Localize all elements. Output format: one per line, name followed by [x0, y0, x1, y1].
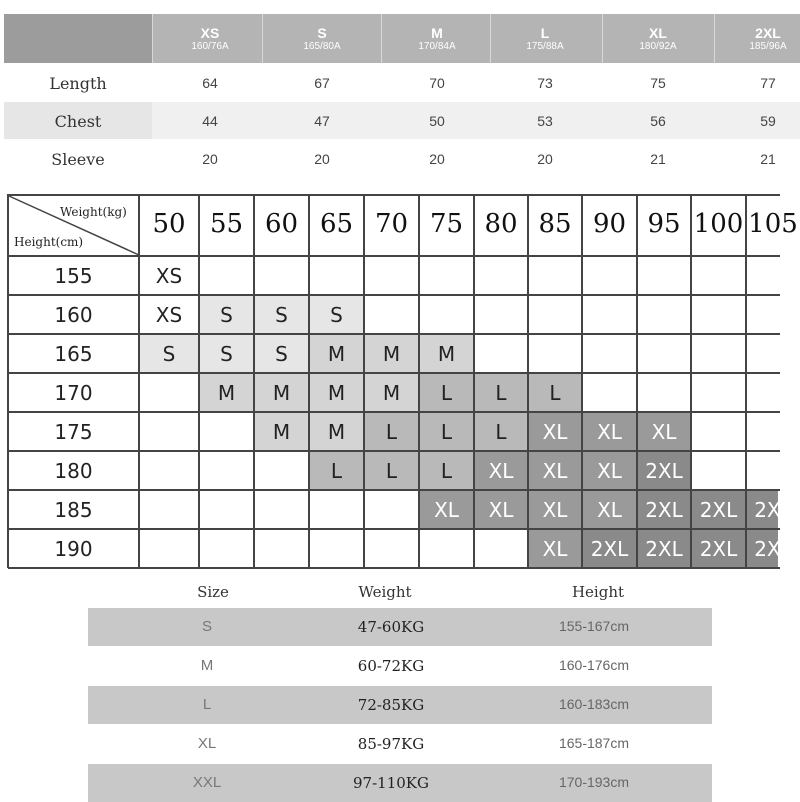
height-label: 170	[54, 381, 93, 405]
corner-height-label: Height(cm)	[14, 235, 84, 249]
grid-cell-size: M	[382, 381, 401, 405]
grid-line	[745, 194, 747, 568]
height-label: 180	[54, 459, 93, 483]
size-column-header	[718, 14, 800, 63]
grid-line	[527, 194, 529, 568]
reference-weight: 85-97KG	[357, 735, 425, 753]
measurement-value: 67	[314, 75, 330, 91]
reference-height: 160-183cm	[558, 696, 630, 712]
grid-line	[253, 194, 255, 568]
grid-cell-size: M	[217, 381, 236, 405]
grid-cell-size: 2XL	[754, 498, 792, 522]
size-label: L	[540, 25, 550, 41]
size-column-header	[608, 14, 708, 63]
grid-cell-size: XL	[542, 459, 568, 483]
grid-cell-size: S	[275, 342, 288, 366]
height-label: 160	[54, 303, 93, 327]
reference-size: L	[202, 696, 212, 713]
reference-weight: 97-110KG	[353, 774, 429, 792]
size-code: 165/80A	[303, 41, 341, 52]
grid-cell-size: XL	[597, 420, 622, 444]
header-height: Height	[571, 583, 625, 601]
grid-cell-size: XL	[542, 420, 568, 444]
size-code: 170/84A	[418, 41, 456, 52]
size-label: M	[431, 25, 443, 41]
grid-cell-size: XL	[488, 459, 514, 483]
grid-cell-size: S	[220, 342, 233, 366]
reference-height: 170-193cm	[558, 774, 630, 790]
grid-cell-size: 2XL	[699, 498, 738, 522]
size-code: 185/96A	[749, 41, 787, 52]
measurement-table	[0, 0, 800, 180]
header-size: Size	[197, 583, 229, 601]
weight-header: 90	[592, 209, 627, 239]
size-column-separator	[262, 14, 263, 63]
grid-cell-size: 2XL	[645, 537, 683, 561]
grid-cell-size: L	[440, 420, 453, 444]
grid-line	[198, 194, 200, 568]
row-label-sleeve: Sleeve	[51, 150, 105, 169]
grid-cell-size: XL	[651, 420, 677, 444]
grid-line	[473, 194, 475, 568]
measurement-value: 20	[314, 151, 330, 167]
grid-line	[8, 333, 780, 335]
weight-header: 60	[264, 209, 299, 239]
reference-size: M	[200, 657, 214, 674]
grid-cell-size: XL	[597, 459, 622, 483]
size-code: 180/92A	[639, 41, 677, 52]
grid-cell-size: S	[162, 342, 176, 366]
grid-cell-size: XS	[155, 303, 183, 327]
height-label: 155	[54, 264, 93, 288]
height-label: 185	[54, 498, 93, 522]
measurement-value: 20	[537, 151, 553, 167]
grid-cell-size: L	[440, 459, 453, 483]
grid-cell-size: L	[385, 420, 398, 444]
reference-weight: 60-72KG	[357, 657, 425, 675]
grid-cell-size: L	[549, 381, 561, 405]
corner-weight-label: Weight(kg)	[60, 205, 127, 219]
size-label: S	[317, 25, 327, 41]
grid-line	[8, 294, 780, 296]
grid-line	[8, 528, 780, 530]
grid-line	[8, 411, 780, 413]
measurement-value: 59	[760, 113, 776, 129]
size-column-separator	[714, 14, 715, 63]
size-label: XL	[649, 25, 667, 41]
grid-cell-size: XL	[488, 498, 514, 522]
size-column-separator	[490, 14, 491, 63]
grid-line	[8, 372, 780, 374]
grid-cell-size: M	[382, 342, 401, 366]
grid-cell-size: M	[327, 381, 346, 405]
grid-cell-size: XL	[597, 498, 622, 522]
reference-weight: 72-85KG	[357, 696, 425, 714]
size-column-header	[272, 14, 372, 63]
grid-cell-size: XL	[542, 498, 568, 522]
grid-line	[8, 489, 780, 491]
measurement-value: 50	[429, 113, 445, 129]
size-label: XS	[200, 25, 220, 41]
grid-cell-size: L	[495, 381, 507, 405]
measurement-value: 44	[202, 113, 218, 129]
weight-header: 85	[538, 209, 572, 239]
grid-cell-size: M	[437, 342, 456, 366]
grid-cell-size: XS	[155, 264, 183, 288]
measurement-header-corner	[4, 14, 152, 63]
size-column-header	[387, 14, 487, 63]
size-code: 175/88A	[526, 41, 564, 52]
measurement-value: 21	[760, 151, 776, 167]
grid-line	[636, 194, 638, 568]
grid-cell-size: 2XL	[699, 537, 738, 561]
grid-line	[8, 450, 780, 452]
grid-cell-size: M	[272, 381, 291, 405]
header-weight: Weight	[358, 583, 412, 601]
weight-header: 50	[152, 209, 186, 239]
size-column-separator	[381, 14, 382, 63]
grid-line	[690, 194, 692, 568]
grid-cell-size: L	[385, 459, 398, 483]
measurement-value: 70	[429, 75, 445, 91]
grid-cell-size: 2XL	[645, 459, 683, 483]
size-column-header	[160, 14, 260, 63]
reference-size: XL	[197, 735, 217, 752]
measurement-value: 56	[650, 113, 666, 129]
grid-line	[8, 567, 780, 569]
grid-cell-size: XL	[542, 537, 568, 561]
grid-cell-size: L	[330, 459, 343, 483]
measurement-value: 75	[650, 75, 666, 91]
size-column-separator	[152, 14, 153, 63]
weight-header: 105	[748, 209, 798, 239]
measurement-value: 77	[760, 75, 776, 91]
grid-cell-size: S	[330, 303, 343, 327]
reference-size: S	[201, 618, 212, 635]
weight-header: 95	[647, 209, 681, 239]
reference-weight: 47-60KG	[357, 618, 425, 636]
reference-size: XXL	[192, 774, 222, 791]
reference-height: 165-187cm	[558, 735, 630, 751]
size-label: 2XL	[755, 25, 781, 41]
measurement-value: 64	[202, 75, 218, 91]
size-column-separator	[602, 14, 603, 63]
height-label: 175	[54, 420, 93, 444]
grid-cell-size: L	[440, 381, 453, 405]
weight-header: 80	[484, 209, 518, 239]
grid-cell-size: 2XL	[754, 537, 792, 561]
grid-line	[363, 194, 365, 568]
measurement-value: 53	[537, 113, 553, 129]
weight-header: 75	[429, 209, 464, 239]
measurement-value: 47	[314, 113, 330, 129]
row-label-length: Length	[49, 74, 107, 93]
reference-height: 160-176cm	[558, 657, 630, 673]
weight-header: 65	[319, 209, 354, 239]
grid-cell-size: 2XL	[645, 498, 683, 522]
grid-cell-size: XL	[434, 498, 459, 522]
measurement-value: 73	[537, 75, 553, 91]
weight-header: 100	[693, 209, 744, 239]
grid-cell-size: L	[495, 420, 507, 444]
grid-cell-size: S	[220, 303, 233, 327]
size-column-header	[495, 14, 595, 63]
grid-cell-size: M	[327, 420, 346, 444]
grid-cell-size: M	[327, 342, 346, 366]
row-label-chest: Chest	[54, 112, 102, 131]
measurement-value: 20	[429, 151, 445, 167]
measurement-value: 20	[202, 151, 218, 167]
height-label: 165	[54, 342, 93, 366]
weight-header: 55	[209, 209, 244, 239]
grid-cell-size: M	[272, 420, 291, 444]
grid-cell-size: 2XL	[590, 537, 629, 561]
height-label: 190	[54, 537, 93, 561]
reference-height: 155-167cm	[558, 618, 630, 634]
grid-line	[581, 194, 583, 568]
grid-cell-size: S	[275, 303, 288, 327]
grid-line	[418, 194, 420, 568]
size-code: 160/76A	[191, 41, 229, 52]
measurement-value: 21	[650, 151, 666, 167]
grid-line	[308, 194, 310, 568]
weight-header: 70	[374, 209, 409, 239]
